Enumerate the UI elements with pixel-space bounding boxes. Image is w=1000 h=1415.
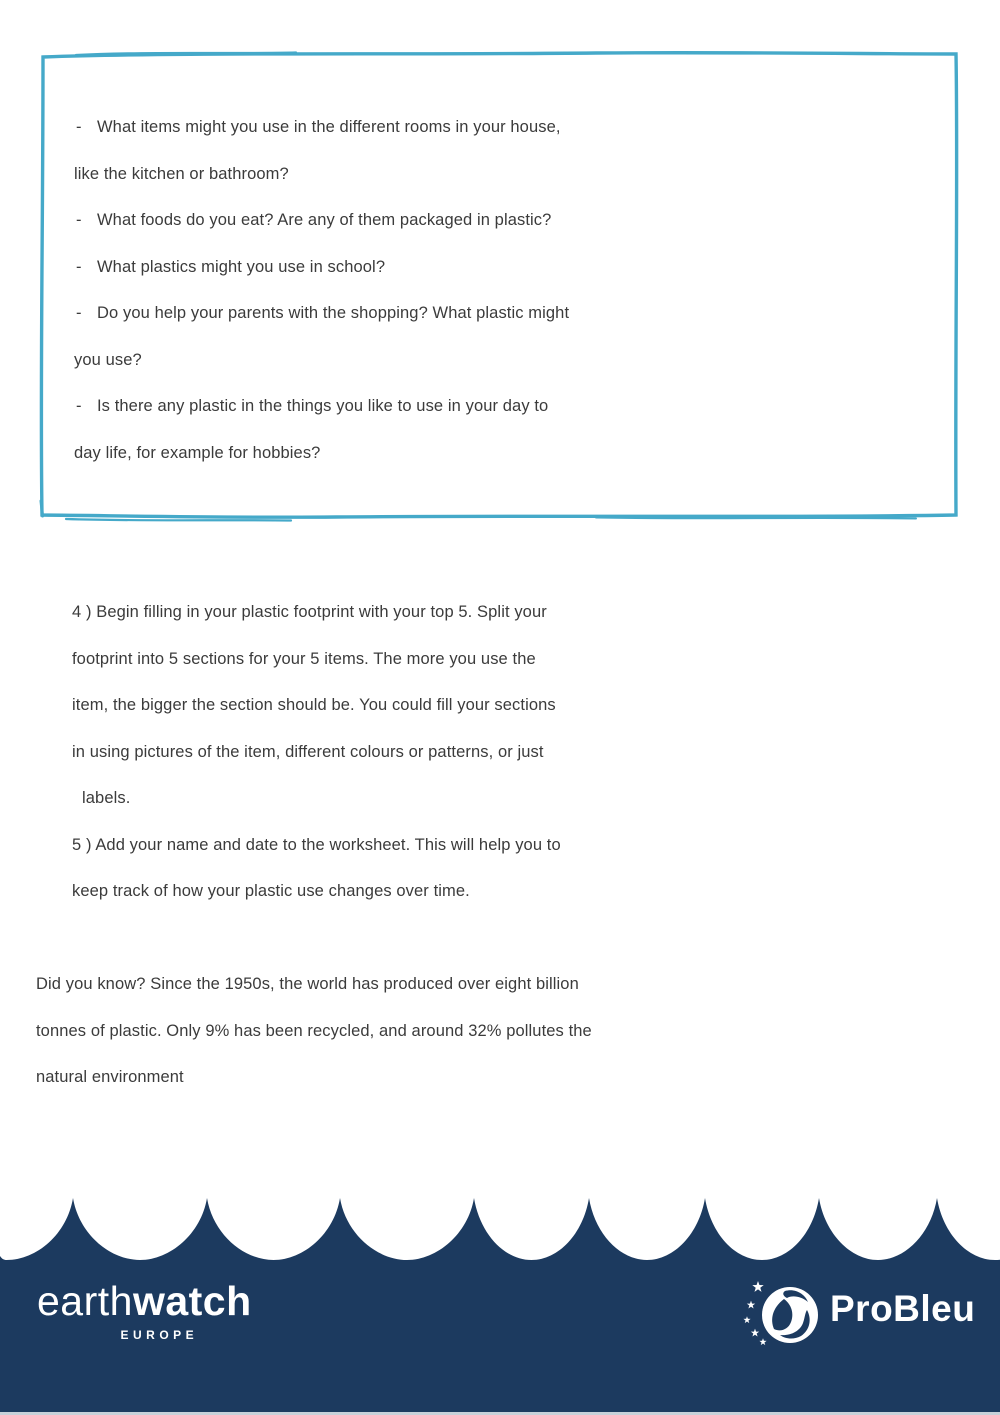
bullet-dash: - — [76, 211, 82, 229]
line-text: tonnes of plastic. Only 9% has been recycled, and around 32% pollutes the — [36, 1021, 592, 1040]
did-you-know-text — [36, 961, 592, 1101]
text-line — [74, 337, 569, 384]
text-line — [36, 1008, 592, 1055]
text-line — [74, 290, 569, 337]
text-line — [72, 775, 561, 822]
line-text: keep track of how your plastic use changes over time. — [72, 882, 470, 900]
text-line — [72, 868, 561, 915]
line-text: What plastics might you use in school? — [97, 257, 386, 276]
probleu-wordmark: ProBleu — [830, 1288, 976, 1329]
line-text: Is there any plastic in the things you like to use in your day to — [97, 397, 549, 415]
text-line — [74, 430, 569, 477]
steps-text — [72, 589, 561, 915]
line-text: item, the bigger the section should be. You could fill your sections — [72, 696, 556, 714]
text-line — [74, 151, 569, 198]
earthwatch-wordmark — [37, 1280, 252, 1323]
earthwatch-logo — [37, 1280, 252, 1342]
text-line — [36, 1054, 592, 1101]
earthwatch-region-label: EUROPE — [120, 1328, 199, 1343]
line-text: like the kitchen or bathroom? — [74, 164, 289, 183]
bullet-dash: - — [76, 304, 82, 322]
text-line — [72, 682, 561, 729]
line-text: What items might you use in the different rooms in your house, — [97, 118, 561, 136]
bullet-dash: - — [76, 257, 82, 276]
text-line — [74, 383, 569, 430]
bullet-dash: - — [76, 118, 82, 136]
line-text: 4 ) Begin filling in your plastic footprint with your top 5. Split your — [72, 603, 547, 621]
line-text: day life, for example for hobbies? — [74, 443, 321, 462]
earthwatch-word-light: earth — [37, 1278, 133, 1324]
line-text: you use? — [74, 350, 142, 369]
text-line — [72, 589, 561, 636]
line-text: in using pictures of the item, different colours or patterns, or just — [72, 742, 544, 761]
text-line — [74, 197, 569, 244]
text-line — [72, 729, 561, 776]
text-line — [72, 636, 561, 683]
footer — [0, 1185, 1000, 1415]
line-text: footprint into 5 sections for your 5 items. The more you use the — [72, 649, 536, 668]
question-box-text — [74, 104, 569, 476]
line-text: labels. — [82, 789, 131, 807]
line-text: Did you know? Since the 1950s, the world has produced over eight billion — [36, 975, 579, 993]
text-line — [74, 104, 569, 151]
water-swirl-icon — [761, 1286, 821, 1346]
bullet-dash: - — [76, 397, 82, 415]
line-text: Do you help your parents with the shopping? What plastic might — [97, 304, 570, 322]
line-text: What foods do you eat? Are any of them packaged in plastic? — [97, 211, 552, 229]
text-line — [74, 244, 569, 291]
line-text: natural environment — [36, 1068, 184, 1086]
text-line — [72, 822, 561, 869]
line-text: 5 ) Add your name and date to the worksheet. This will help you to — [72, 835, 561, 854]
earthwatch-word-bold: watch — [132, 1278, 252, 1324]
text-line — [36, 961, 592, 1008]
